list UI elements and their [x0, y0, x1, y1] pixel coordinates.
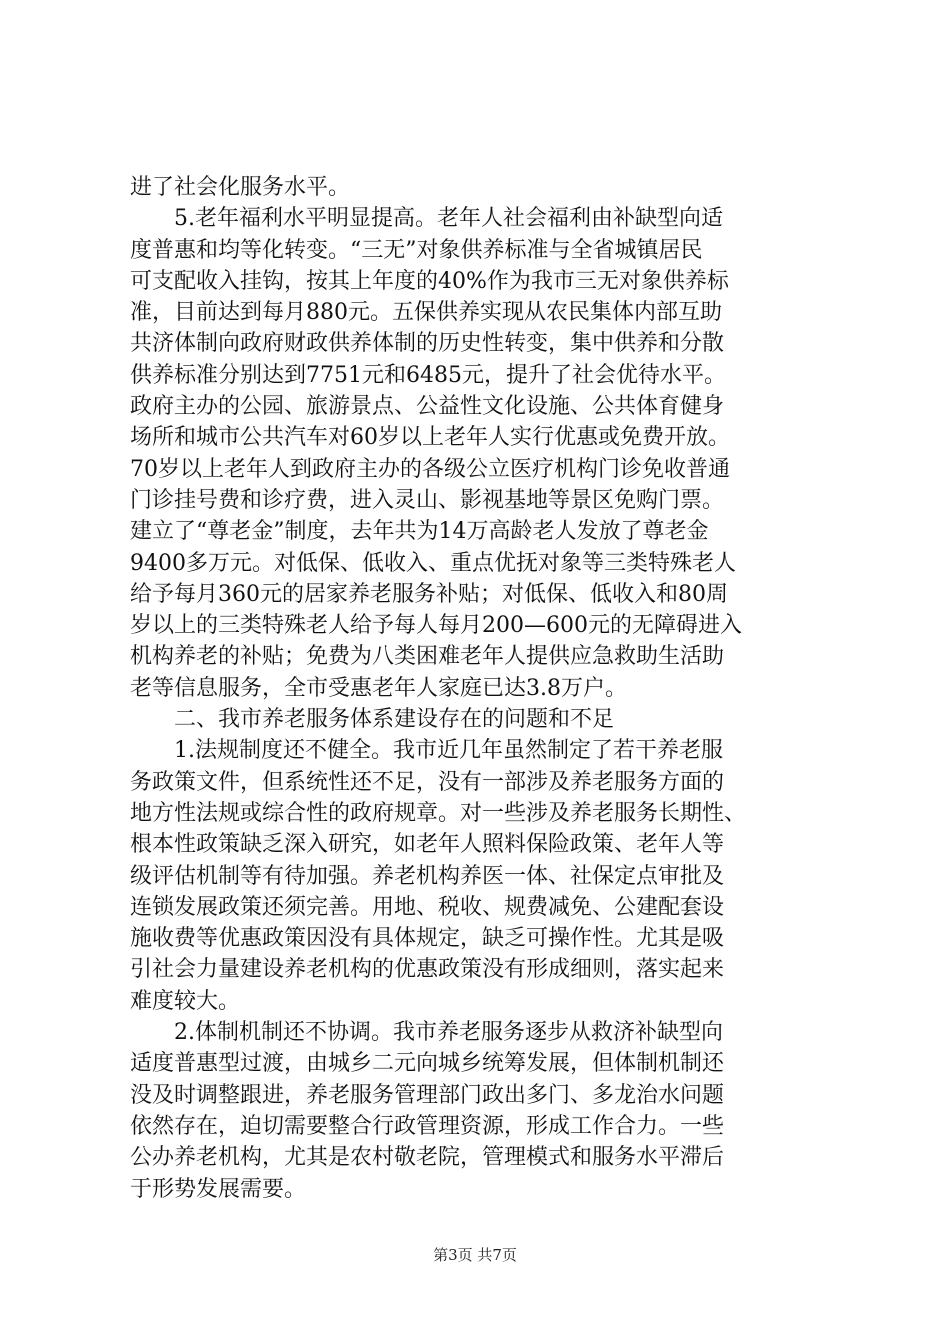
text-line: 地方性法规或综合性的政府规章。对一些涉及养老服务长期性、 — [130, 800, 747, 826]
text-line: 适度普惠型过渡，由城乡二元向城乡统筹发展，但体制机制还 — [130, 1051, 725, 1077]
text-line: 1.法规制度还不健全。我市近几年虽然制定了若干养老服 — [130, 738, 723, 764]
text-line: 度普惠和均等化转变。“三无”对象供养标准与全省城镇居民 — [130, 237, 703, 263]
text-line: 建立了“尊老金”制度，去年共为14万高龄老人发放了尊老金 — [130, 519, 709, 545]
text-line: 根本性政策缺乏深入研究，如老年人照料保险政策、老年人等 — [130, 832, 725, 858]
text-line: 场所和城市公共汽车对60岁以上老年人实行优惠或免费开放。 — [130, 425, 730, 451]
text-line: 岁以上的三类特殊老人给予每人每月200—600元的无障碍进入 — [130, 613, 742, 639]
text-line: 5.老年福利水平明显提高。老年人社会福利由补缺型向适 — [130, 206, 723, 232]
text-line: 70岁以上老年人到政府主办的各级公立医疗机构门诊免收普通 — [130, 456, 730, 482]
text-line: 政府主办的公园、旅游景点、公益性文化设施、公共体育健身 — [130, 394, 725, 420]
text-line: 机构养老的补贴；免费为八类困难老年人提供应急救助生活助 — [130, 644, 725, 670]
text-line: 施收费等优惠政策因没有具体规定，缺乏可操作性。尤其是吸 — [130, 926, 725, 952]
text-line: 老等信息服务，全市受惠老年人家庭已达3.8万户。 — [130, 675, 627, 701]
text-line: 连锁发展政策还须完善。用地、税收、规费减免、公建配套设 — [130, 894, 725, 920]
body-text — [130, 172, 830, 1205]
text-line: 于形势发展需要。 — [130, 1176, 307, 1202]
text-line: 准，目前达到每月880元。五保供养实现从农民集体内部互助 — [130, 300, 722, 326]
text-line: 引社会力量建设养老机构的优惠政策没有形成细则，落实起来 — [130, 957, 725, 983]
text-line: 难度较大。 — [130, 988, 241, 1014]
text-line: 务政策文件，但系统性还不足，没有一部涉及养老服务方面的 — [130, 769, 725, 795]
text-line: 2.体制机制还不协调。我市养老服务逐步从救济补缺型向 — [130, 1020, 723, 1046]
text-line: 级评估机制等有待加强。养老机构养医一体、社保定点审批及 — [130, 863, 725, 889]
text-line: 门诊挂号费和诊疗费，进入灵山、影视基地等景区免购门票。 — [130, 487, 725, 513]
text-line: 没及时调整跟进，养老服务管理部门政出多门、多龙治水问题 — [130, 1082, 725, 1108]
text-line: 进了社会化服务水平。 — [130, 175, 351, 200]
page-number-footer: 第3页 共7页 — [433, 1246, 517, 1264]
text-line: 可支配收入挂钩，按其上年度的40%作为我市三无对象供养标 — [130, 268, 729, 294]
text-line: 依然存在，迫切需要整合行政管理资源，形成工作合力。一些 — [130, 1113, 725, 1139]
section-heading: 二、我市养老服务体系建设存在的问题和不足 — [130, 707, 615, 733]
text-line: 9400多万元。对低保、低收入、重点优抚对象等三类特殊老人 — [130, 550, 736, 576]
text-line: 共济体制向政府财政供养体制的历史性转变，集中供养和分散 — [130, 331, 725, 357]
text-line: 供养标准分别达到7751元和6485元，提升了社会优待水平。 — [130, 362, 726, 388]
text-line: 公办养老机构，尤其是农村敬老院，管理模式和服务水平滞后 — [130, 1145, 725, 1171]
text-line: 给予每月360元的居家养老服务补贴；对低保、低收入和80周 — [130, 581, 728, 607]
